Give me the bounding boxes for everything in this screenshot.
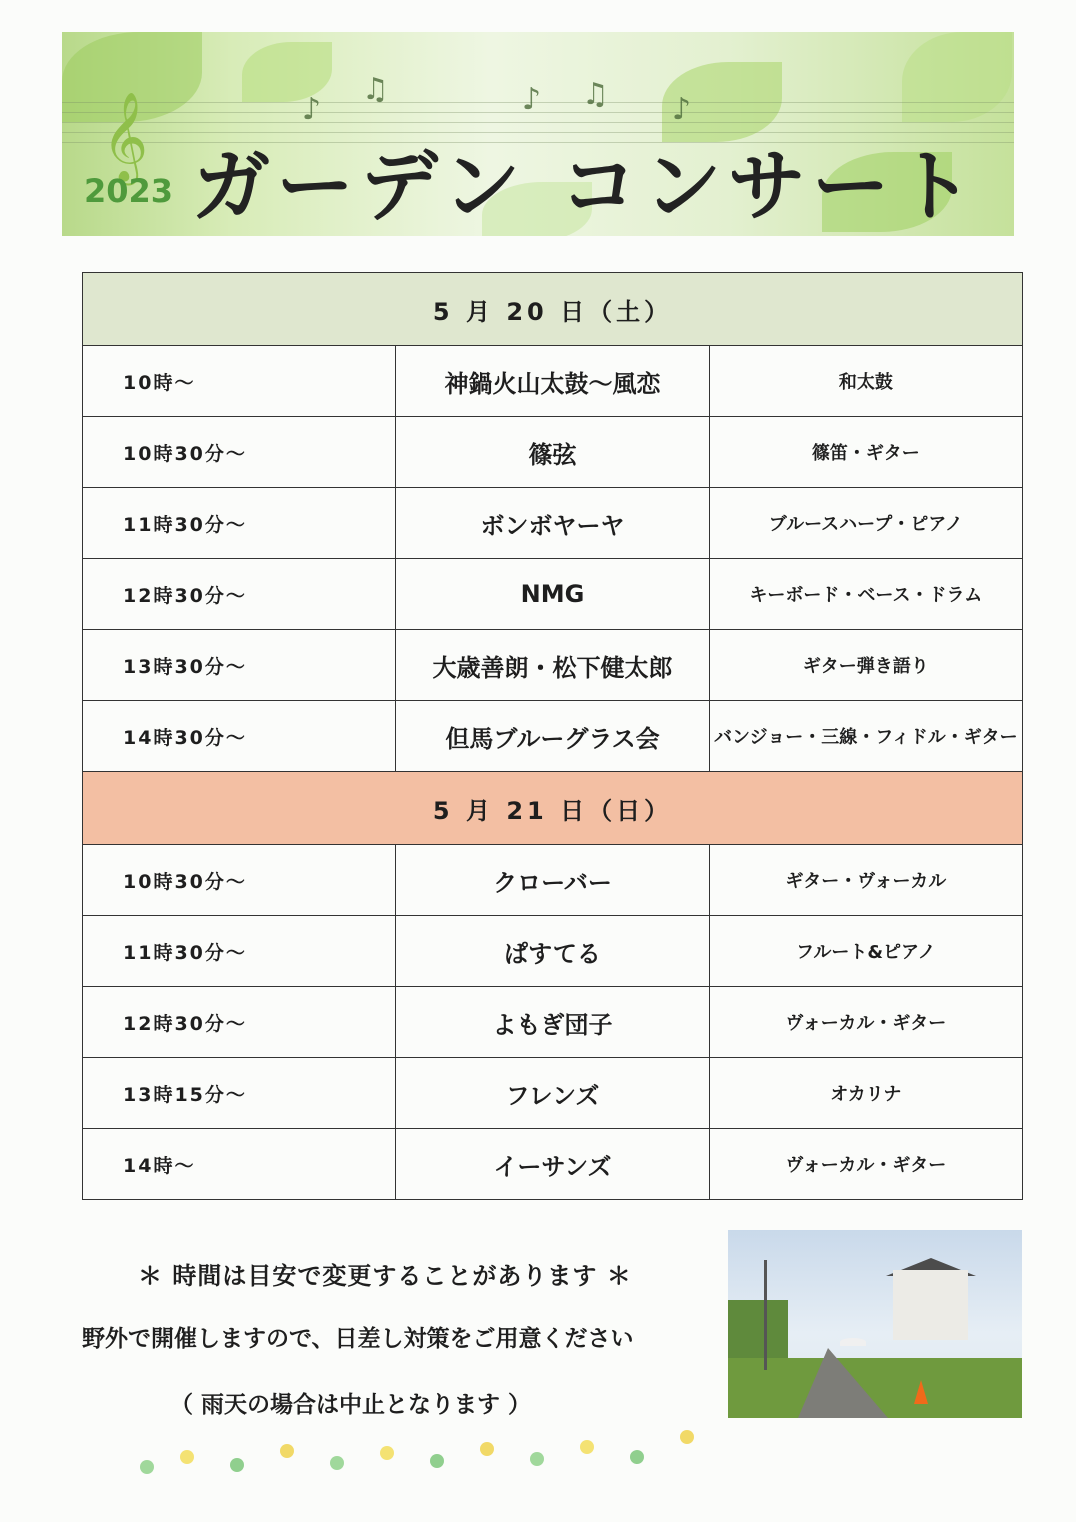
instrument-list: フルート&ピアノ — [709, 916, 1022, 987]
performer-name: イーサンズ — [396, 1129, 709, 1200]
instrument-list: 和太鼓 — [709, 346, 1022, 417]
clover-decoration — [140, 1440, 700, 1480]
instrument-list: バンジョー・三線・フィドル・ギター — [709, 701, 1022, 772]
table-row — [83, 701, 1023, 772]
table-row — [83, 1129, 1023, 1200]
treble-clef-icon: 𝄞 — [102, 92, 149, 182]
table-row — [83, 559, 1023, 630]
page-title: ガーデン コンサート — [192, 142, 980, 232]
performer-name: ぱすてる — [396, 916, 709, 987]
notice-rain-cancel: （ 雨天の場合は中止となります ） — [170, 1392, 532, 1418]
performer-name: 但馬ブルーグラス会 — [396, 701, 709, 772]
performer-name: よもぎ団子 — [396, 987, 709, 1058]
instrument-list: ヴォーカル・ギター — [709, 987, 1022, 1058]
day-label: 5 月 21 日（日） — [83, 772, 1023, 845]
day-header-row — [83, 772, 1023, 845]
slot-time: 10時30分～ — [83, 845, 396, 916]
performer-name: 篠弦 — [396, 417, 709, 488]
schedule-table — [82, 272, 1023, 1200]
header-banner — [62, 32, 1014, 236]
performer-name: クローバー — [396, 845, 709, 916]
notice-time-change: ＊ 時間は目安で変更することがあります ＊ — [138, 1262, 632, 1290]
event-year: 2023 — [84, 172, 174, 210]
slot-time: 14時～ — [83, 1129, 396, 1200]
performer-name: 大歳善朗・松下健太郎 — [396, 630, 709, 701]
slot-time: 11時30分～ — [83, 916, 396, 987]
slot-time: 11時30分～ — [83, 488, 396, 559]
venue-photo — [728, 1230, 1022, 1418]
instrument-list: ブルースハープ・ピアノ — [709, 488, 1022, 559]
slot-time: 12時30分～ — [83, 987, 396, 1058]
performer-name: フレンズ — [396, 1058, 709, 1129]
music-note-icon: ♪ — [672, 92, 692, 127]
slot-time: 10時～ — [83, 346, 396, 417]
slot-time: 13時30分～ — [83, 630, 396, 701]
table-row — [83, 1058, 1023, 1129]
table-row — [83, 630, 1023, 701]
table-row — [83, 845, 1023, 916]
music-note-icon: ♪ — [302, 92, 322, 127]
instrument-list: ヴォーカル・ギター — [709, 1129, 1022, 1200]
table-row — [83, 417, 1023, 488]
day-label: 5 月 20 日（土） — [83, 273, 1023, 346]
performer-name: 神鍋火山太鼓～風恋 — [396, 346, 709, 417]
slot-time: 14時30分～ — [83, 701, 396, 772]
table-row — [83, 346, 1023, 417]
instrument-list: ギター・ヴォーカル — [709, 845, 1022, 916]
day-header-row — [83, 273, 1023, 346]
table-row — [83, 488, 1023, 559]
instrument-list: ギター弾き語り — [709, 630, 1022, 701]
traffic-cone-icon — [914, 1380, 928, 1404]
instrument-list: 篠笛・ギター — [709, 417, 1022, 488]
instrument-list: オカリナ — [709, 1058, 1022, 1129]
slot-time: 10時30分～ — [83, 417, 396, 488]
music-note-icon: ♪ — [522, 82, 542, 117]
instrument-list: キーボード・ベース・ドラム — [709, 559, 1022, 630]
performer-name: ボンボヤーヤ — [396, 488, 709, 559]
music-note-icon: ♫ — [582, 77, 609, 112]
notice-sun-protection: 野外で開催しますので、日差し対策をご用意ください — [82, 1326, 634, 1352]
music-note-icon: ♫ — [362, 72, 389, 107]
slot-time: 12時30分～ — [83, 559, 396, 630]
table-row — [83, 916, 1023, 987]
slot-time: 13時15分～ — [83, 1058, 396, 1129]
table-row — [83, 987, 1023, 1058]
performer-name: NMG — [396, 559, 709, 630]
